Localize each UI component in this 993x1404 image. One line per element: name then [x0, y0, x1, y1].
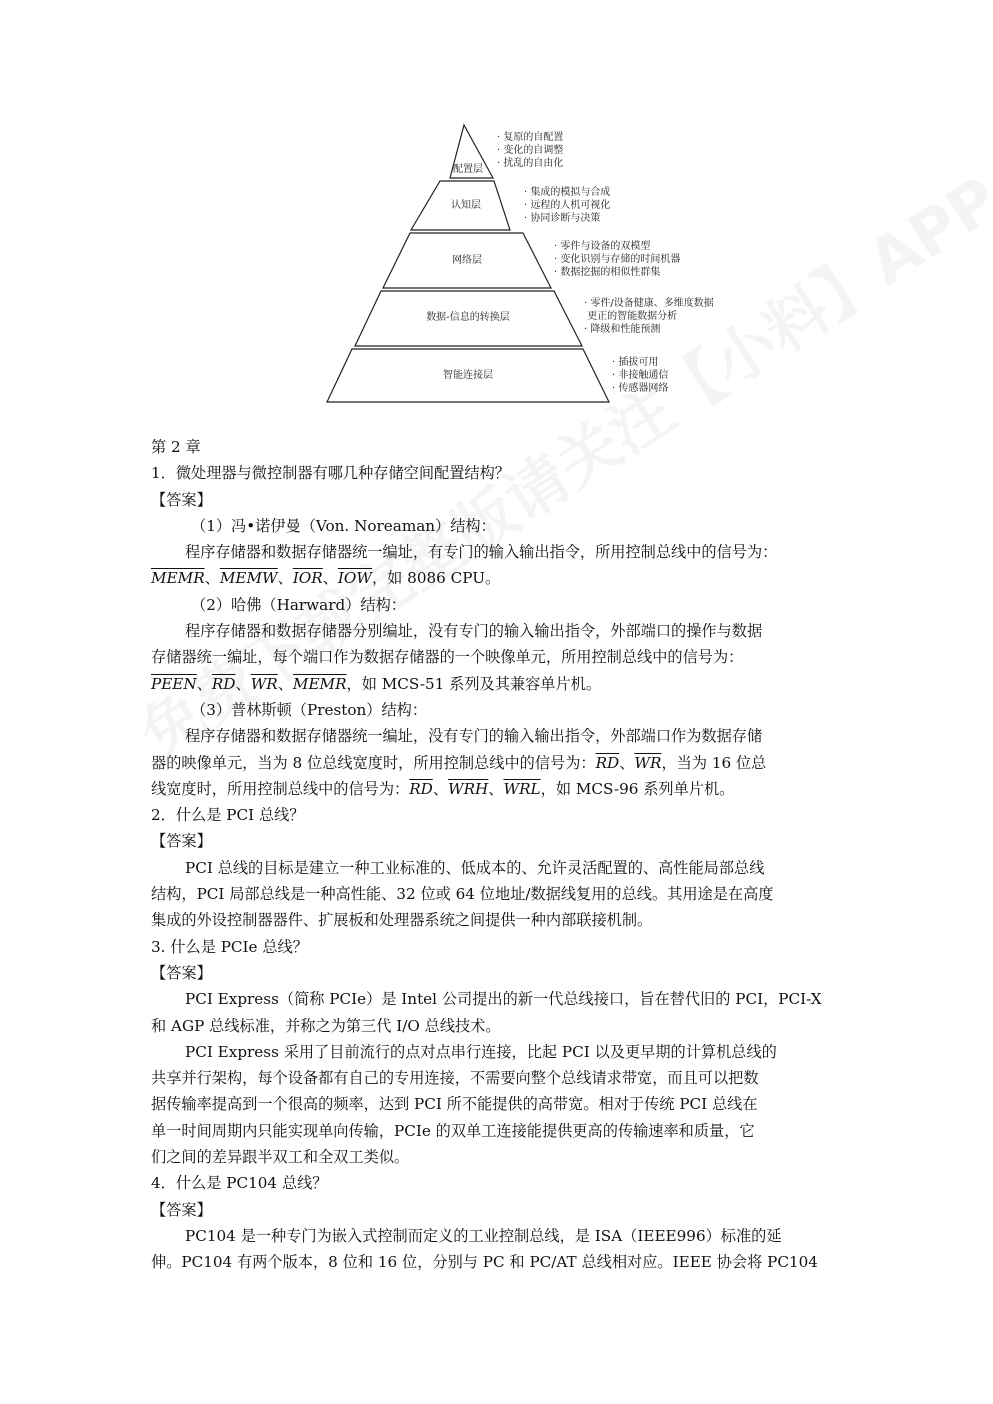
answer-label-1: 【答案】 [151, 490, 212, 509]
signal: PEEN [151, 674, 197, 693]
signal: $\overline{RD}$ [595, 753, 620, 772]
tier-5-label: 智能连接层 [443, 370, 493, 381]
answer-label-3: 【答案】 [151, 963, 212, 982]
q3-para-1-line-2: 和 AGP 总线标准，并称之为第三代 I/O 总线技术。 [151, 1016, 501, 1035]
q2-para-line-1: PCI 总线的目标是建立一种工业标准的、低成本的、允许灵活配置的、高性能局部总线 [185, 858, 765, 877]
signal: $\overline{WRL}$ [503, 779, 541, 798]
svg-text:· 零件/设备健康、多维度数据: · 零件/设备健康、多维度数据 [584, 298, 714, 309]
q3-para-2-line-4: 单一时间周期内只能实现单向传输，PCIe 的双单工连接能提供更高的传输速率和质量，它 [151, 1121, 755, 1140]
chapter-heading: 第 2 章 [151, 438, 201, 456]
tier-3-bullets [554, 239, 680, 278]
signal: $\overline{RD}$ [211, 674, 236, 693]
q1-structure-3-text-a: 程序存储器和数据存储器统一编址，没有专门的输入输出指令，外部端口作为数据存储 [185, 727, 763, 746]
question-4: 4．什么是 PC104 总线？ [151, 1174, 328, 1193]
question-2: 2．什么是 PCI 总线？ [151, 806, 305, 825]
tier-5-bullets [612, 355, 668, 394]
signal: $\overline{WR}$ [634, 753, 662, 772]
svg-text:· 集成的模拟与合成: · 集成的模拟与合成 [524, 187, 611, 198]
q3-para-1-line-1: PCI Express（简称 PCIe）是 Intel 公司提出的新一代总线接口，旨在替代旧的 PCI，PCI-X [185, 990, 822, 1009]
svg-text:· 远程的人机可视化: · 远程的人机可视化 [524, 200, 611, 211]
q3-para-2-line-1: PCI Express 采用了目前流行的点对点串行连接，比起 PCI 以及更早期的计算机总线的 [185, 1042, 777, 1061]
tier-1-label: 配置层 [453, 164, 483, 175]
tier-4-bullets [584, 296, 714, 335]
tier-1-bullets [497, 130, 563, 169]
q1-structure-3-text-c: 线宽度时，所用控制总线中的信号为：$\overline{RD}$、$\overline{WRH}$、$\overline{WRL}$，如 MCS-96 系列单片机。 [151, 779, 735, 798]
signal: $\overline{IOR}$ [292, 569, 323, 588]
svg-text:· 扰乱的自由化: · 扰乱的自由化 [497, 158, 564, 169]
tier-2-bullets [524, 185, 610, 224]
document-body [151, 434, 851, 1276]
q2-para-line-2: 结构，PCI 局部总线是一种高性能、32 位或 64 位地址/数据线复用的总线。其用途是在高度 [151, 885, 774, 904]
svg-text:· 变化的自调整: · 变化的自调整 [497, 145, 564, 156]
svg-text:更正的智能数据分析: 更正的智能数据分析 [587, 311, 678, 322]
svg-text:· 传感器网络: · 传感器网络 [612, 383, 669, 394]
svg-text:· 插拔可用: · 插拔可用 [612, 357, 659, 368]
q3-para-2-line-3: 据传输率提高到一个很高的频率，达到 PCI 所不能提供的高带宽。相对于传统 PCI 总线在 [151, 1095, 758, 1114]
signal: $\overline{IOW}$ [337, 569, 372, 588]
answer-label-2: 【答案】 [151, 832, 212, 851]
tier-4-label: 数据-信息的转换层 [426, 312, 510, 323]
svg-text:· 协同诊断与决策: · 协同诊断与决策 [524, 213, 601, 224]
svg-text:· 非接触通信: · 非接触通信 [612, 370, 669, 381]
q1-structure-3-text-b: 器的映像单元，当为 8 位总线宽度时，所用控制总线中的信号为：$\overline{RD}$、$\overline{WR}$，当为 16 位总 [151, 753, 767, 772]
tier-2-label: 认知层 [451, 200, 481, 211]
q4-para-line-2: 伸。PC104 有两个版本，8 位和 16 位，分别与 PC 和 PC/AT 总线相对应。IEEE 协会将 PC104 [151, 1253, 818, 1272]
q1-structure-2-text-b: 存储器统一编址，每个端口作为数据存储器的一个映像单元，所用控制总线中的信号为： [151, 648, 744, 667]
q2-para-line-3: 集成的外设控制器器件、扩展板和处理器系统之间提供一种内部联接机制。 [151, 911, 653, 930]
tier-3-label: 网络层 [452, 255, 482, 266]
q4-para-line-1: PC104 是一种专门为嵌入式控制而定义的工业控制总线，是 ISA（IEEE996）标准的延 [185, 1226, 782, 1245]
q1-structure-2-signals: PEEN、$\overline{RD}$、$\overline{WR}$、MEMR，如 MCS-51 系列及其兼容单片机。 [151, 674, 602, 693]
signal: $\overline{RD}$ [409, 779, 433, 798]
svg-text:· 复原的自配置: · 复原的自配置 [497, 132, 564, 143]
q1-structure-2-title: （2）哈佛（Harward）结构： [191, 595, 406, 614]
q1-structure-1-signals: MEMR、MEMW、$\overline{IOR}$、$\overline{IOW}$，如 8086 CPU。 [151, 569, 501, 588]
svg-text:· 降级和性能预测: · 降级和性能预测 [584, 324, 661, 335]
signal: MEMR [151, 569, 205, 588]
svg-text:· 零件与设备的双模型: · 零件与设备的双模型 [554, 241, 651, 252]
q1-structure-1-text: 程序存储器和数据存储器统一编址，有专门的输入输出指令，所用控制总线中的信号为： [185, 543, 778, 562]
question-1: 1．微处理器与微控制器有哪几种存储空间配置结构？ [151, 464, 510, 483]
signal: $\overline{WR}$ [250, 674, 278, 693]
pyramid-diagram [0, 0, 993, 420]
svg-text:· 变化识别与存储的时间机器: · 变化识别与存储的时间机器 [554, 254, 681, 265]
q3-para-2-line-5: 们之间的差异跟半双工和全双工类似。 [151, 1148, 410, 1167]
q3-para-2-line-2: 共享并行架构，每个设备都有自己的专用连接，不需要向整个总线请求带宽，而且可以把数 [151, 1069, 759, 1088]
signal: MEMW [219, 569, 278, 588]
q1-structure-1-title: （1）冯•诺伊曼（Von. Noreaman）结构： [191, 516, 496, 535]
q1-structure-2-text-a: 程序存储器和数据存储器分别编址，没有专门的输入输出指令，外部端口的操作与数据 [185, 622, 763, 641]
answer-label-4: 【答案】 [151, 1200, 212, 1219]
question-3: 3. 什么是 PCIe 总线？ [151, 937, 308, 956]
signal: MEMR [292, 674, 347, 693]
svg-text:· 数据挖掘的相似性群集: · 数据挖掘的相似性群集 [554, 267, 661, 278]
q1-structure-3-title: （3）普林斯顿（Preston）结构： [191, 700, 428, 719]
signal: $\overline{WRH}$ [448, 779, 489, 798]
